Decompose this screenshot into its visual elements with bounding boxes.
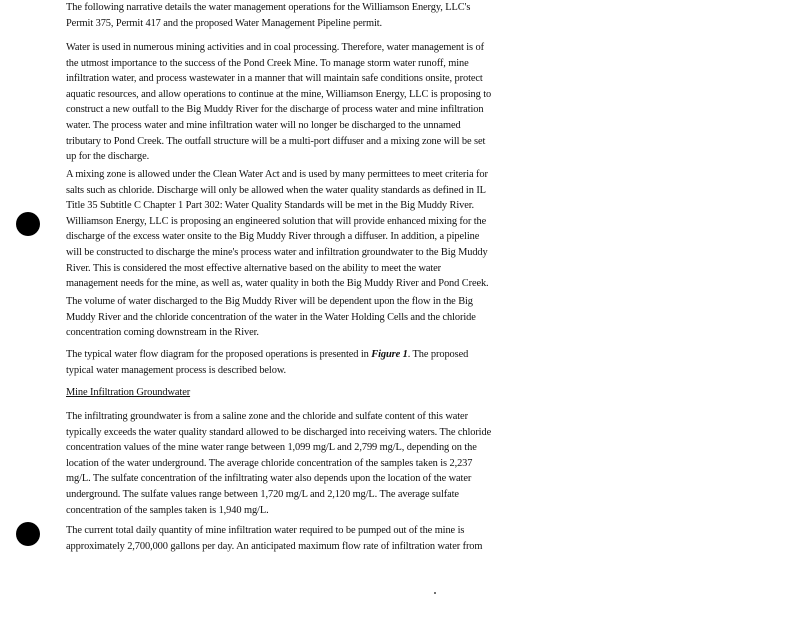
text-line: location of the water underground. The average chloride concentration of the samples taken is 2,237	[66, 457, 473, 469]
text-line: The infiltrating groundwater is from a saline zone and the chloride and sulfate content of this water	[66, 411, 468, 422]
text-line: Williamson Energy, LLC is proposing an engineered solution that will provide enhanced mixing for the	[66, 215, 487, 227]
text-line: typically exceeds the water quality standard allowed to be discharged into receiving waters. The chloride	[66, 426, 492, 438]
text-line: approximately 2,700,000 gallons per day. An anticipated maximum flow rate of infiltration water from	[66, 540, 483, 552]
text-line: discharge of the excess water onsite to the Big Muddy River through a diffuser. In addition, a pipeline	[66, 231, 480, 243]
text-line	[66, 347, 550, 363]
scan-speck	[434, 592, 436, 594]
text-run: . The proposed	[407, 349, 469, 360]
text-line: water. The process water and mine infiltration water will no longer be discharged to the unnamed	[66, 119, 461, 131]
paragraph-mixing-zone	[66, 167, 550, 292]
text-line: Permit 375, Permit 417 and the proposed Water Management Pipeline permit.	[66, 17, 383, 29]
text-line: underground. The sulfate values range between 1,720 mg/L and 2,120 mg/L. The average sulfate	[66, 488, 459, 500]
paragraph-discharge-volume	[66, 294, 550, 341]
paragraph-flow-diagram	[66, 347, 550, 378]
text-line: aquatic resources, and allow operations to continue at the mine, Williamson Energy, LLC is proposing to	[66, 88, 492, 100]
text-line: concentration coming downstream in the River.	[66, 327, 259, 339]
figure-reference: Figure 1	[371, 349, 408, 360]
punch-hole-mark-top	[16, 212, 40, 236]
text-run: The typical water flow diagram for the proposed operations is presented in	[66, 349, 372, 360]
text-line: concentration values of the mine water range between 1,099 mg/L and 2,799 mg/L, depending on the	[66, 442, 477, 454]
paragraph-daily-quantity	[66, 523, 550, 554]
punch-hole-mark-bottom	[16, 522, 40, 546]
paragraph-water-use	[66, 40, 550, 165]
text-line: concentration of the samples taken is 1,940 mg/L.	[66, 504, 269, 516]
text-line: infiltration water, and process wastewater in a manner that will maintain safe conditions onsite, protect	[66, 73, 483, 85]
text-line: The volume of water discharged to the Big Muddy River will be dependent upon the flow in the Big	[66, 296, 473, 307]
text-line: Muddy River and the chloride concentration of the water in the Water Holding Cells and the chloride	[66, 311, 476, 323]
section-heading: Mine Infiltration Groundwater	[66, 387, 191, 398]
text-line: salts such as chloride. Discharge will only be allowed when the water quality standards as defined in IL	[66, 184, 486, 196]
text-line: up for the discharge.	[66, 151, 150, 163]
text-line: will be constructed to discharge the mine's process water and infiltration groundwater to the Big Muddy	[66, 246, 488, 258]
text-line: The following narrative details the water management operations for the Williamson Energy, LLC's	[66, 2, 471, 13]
paragraph-groundwater-content	[66, 409, 550, 518]
text-line: River. This is considered the most effective alternative based on the ability to meet the water	[66, 262, 442, 274]
text-line: mg/L. The sulfate concentration of the infiltrating water also depends upon the location of the water	[66, 473, 472, 485]
text-line: the utmost importance to the success of the Pond Creek Mine. To manage storm water runoff, mine	[66, 57, 469, 69]
text-line: typical water management process is described below.	[66, 364, 287, 376]
text-line: management needs for the mine, as well as, water quality in both the Big Muddy River and Pond Creek.	[66, 278, 489, 290]
text-line: A mixing zone is allowed under the Clean Water Act and is used by many permittees to meet criteria for	[66, 169, 488, 180]
text-line: construct a new outfall to the Big Muddy River for the discharge of process water and mine infiltration	[66, 104, 484, 116]
paragraph-intro	[66, 0, 550, 31]
text-line: Water is used in numerous mining activities and in coal processing. Therefore, water management is of	[66, 42, 484, 53]
text-line: The current total daily quantity of mine infiltration water required to be pumped out of the mine is	[66, 525, 465, 536]
text-line: Title 35 Subtitle C Chapter 1 Part 302: Water Quality Standards will be met in the Big Muddy River.	[66, 200, 475, 212]
text-line: tributary to Pond Creek. The outfall structure will be a multi-port diffuser and a mixing zone will be set	[66, 135, 486, 147]
